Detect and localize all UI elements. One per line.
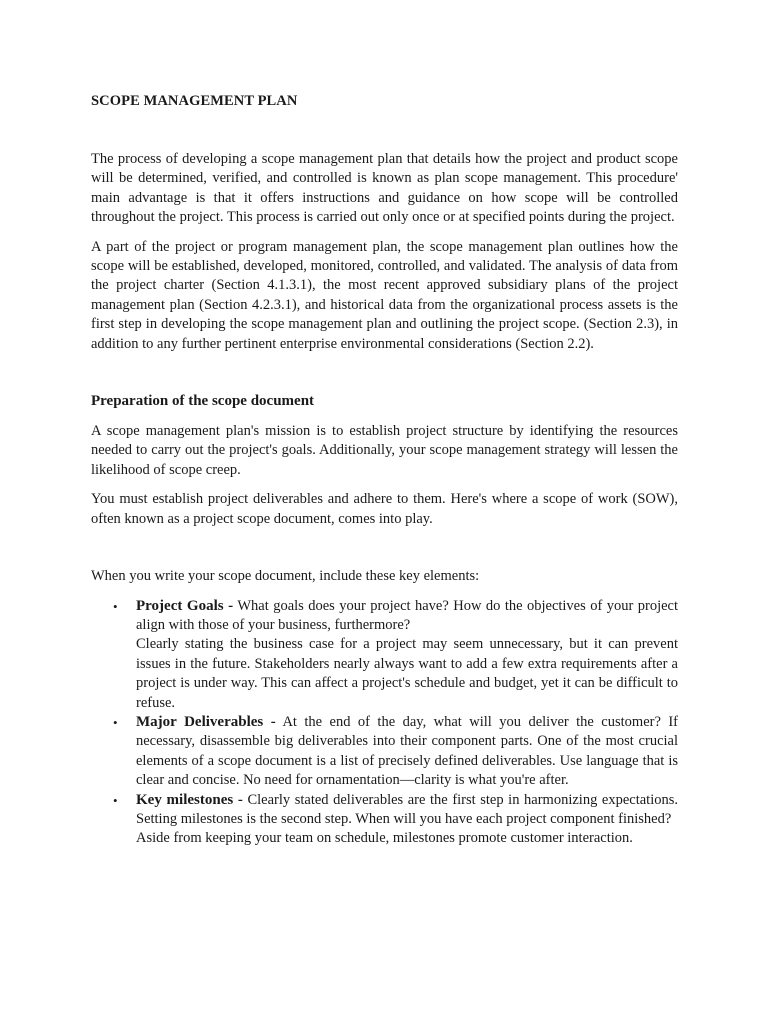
list-item-body [136,791,678,830]
list-item [113,597,679,713]
list-item-title: Major Deliverables - [136,713,276,730]
list-item [113,713,678,791]
list-item-body [136,597,678,636]
key-elements-intro: When you write your scope document, include these key elements: [91,568,480,585]
section-heading: Preparation of the scope document [91,393,315,410]
intro-paragraph: The process of developing a scope management plan that details how the project and product scope will be determined, verified, and controlled is known as plan scope management. This procedure' main advantage is that it offers instructions and guidance on how scope will be controlled throughout the project. This process is carried out only once or at specified points during the project. [91,151,678,226]
list-item [113,791,678,849]
bullet-icon: • [113,792,118,808]
document-page [91,92,678,849]
bullet-icon: • [113,598,118,614]
scope-plan-paragraph: A part of the project or program management plan, the scope management plan outlines how the scope will be established, developed, monitored, controlled, and validated. The analysis of data from the project charter (Section 4.1.3.1), the most recent approved subsidiary plans of the project management plan (Section 4.2.3.1), and historical data from the organizational process assets is the first step in developing the scope management plan and outlining the project scope. (Section 2.3), in addition to any further pertinent enterprise environmental considerations (Section 2.2). [91,238,678,352]
key-elements-list [91,597,678,849]
list-item-body [136,713,678,791]
list-item-text: Clearly stated deliverables are the first step in harmonizing expectations. Setting milestones is the second step. When will you have each project component finished? [136,791,678,827]
deliverables-paragraph: You must establish project deliverables and adhere to them. Here's where a scope of work (SOW), often known as a project scope document, comes into play. [91,491,678,527]
list-item-extra: Clearly stating the business case for a project may seem unnecessary, but it can prevent issues in the future. Stakeholders nearly always want to add a few extra requirements after a project is under way. This can affect a project's schedule and budget, yet it can be difficult to refuse. [136,636,678,711]
document-title: SCOPE MANAGEMENT PLAN [91,93,298,109]
list-item-text: What goals does your project have? How do the objectives of your project align with those of your business, furthermore? [136,597,679,633]
list-item-title: Key milestones - [136,791,243,808]
list-item-extra: Aside from keeping your team on schedule, milestones promote customer interaction. [136,830,633,847]
list-item-title: Project Goals - [136,597,234,614]
mission-paragraph: A scope management plan's mission is to establish project structure by identifying the resources needed to carry out the project's goals. Additionally, your scope management strategy will lessen the likelihood of scope creep. [91,423,678,478]
bullet-icon: • [113,714,118,730]
list-item-text: At the end of the day, what will you deliver the customer? If necessary, disassemble big deliverables into their component parts. One of the most crucial elements of a scope document is a list of precisely defined deliverables. Use language that is clear and concise. No need for ornamentation—clarity is what you're after. [136,713,678,789]
